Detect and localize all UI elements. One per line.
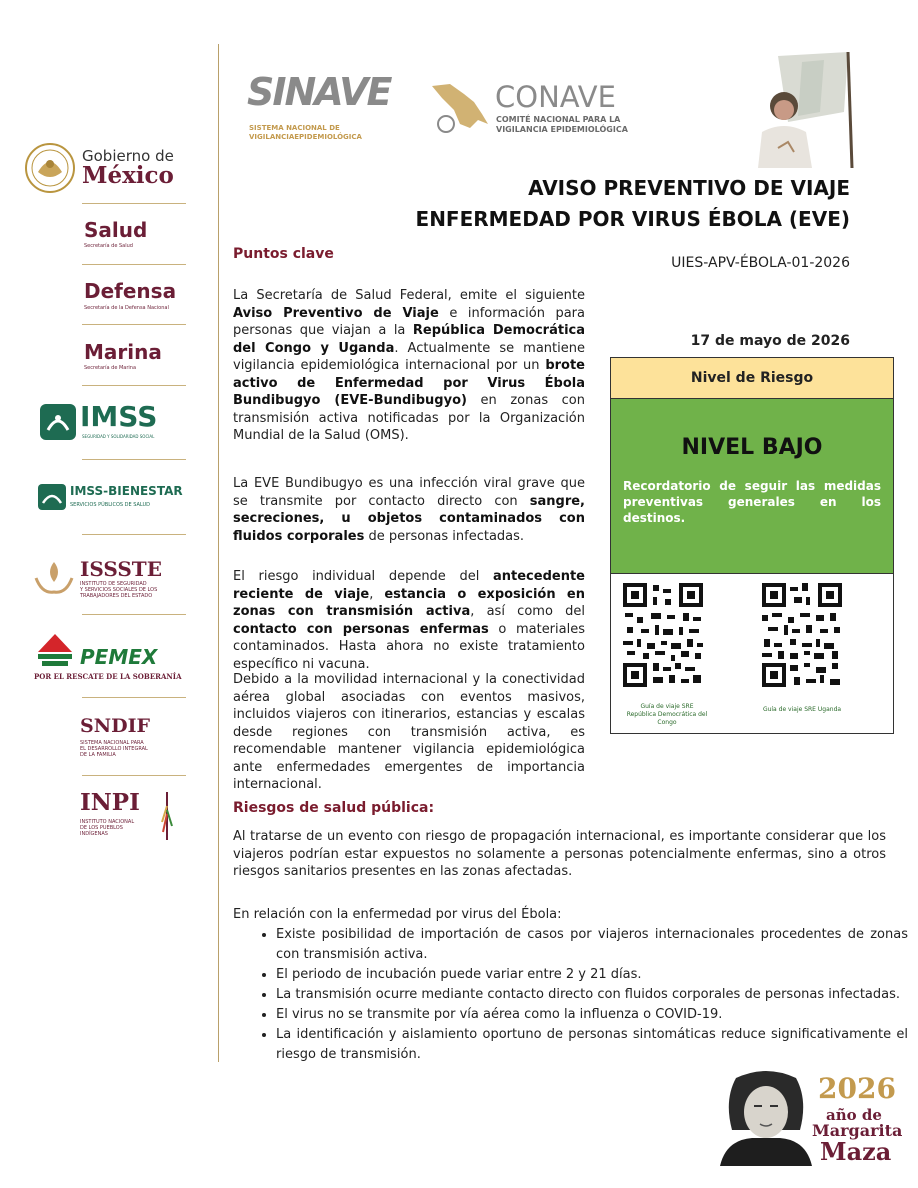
qr-code-congo-icon[interactable] [623,583,703,687]
issste-sub3: TRABAJADORES DEL ESTADO [80,593,153,599]
list-item: • El periodo de incubación puede variar entre 2 y 21 días. [276,965,908,985]
inpi-sub1: INSTITUTO NACIONAL [80,819,135,825]
conave-sub2: VIGILANCIA EPIDEMIOLÓGICA [496,125,628,134]
gobierno-line1: Gobierno de [82,147,174,165]
list-item: • La identificación y aislamiento oportuno de personas sintomáticas reduce significativamente el riesgo de transmisión. [276,1025,908,1065]
public-health-paragraph-2: En relación con la enfermedad por virus del Ébola: [233,907,562,922]
defensa-sub: Secretaría de la Defensa Nacional [84,305,169,311]
logo-separator [82,385,186,386]
issste-hands-icon [32,558,76,596]
title-line2: ENFERMEDAD POR VIRUS ÉBOLA (EVE) [415,207,850,231]
sndif-sub2: EL DESARROLLO INTEGRAL [80,746,148,752]
logo-separator [82,697,186,698]
risk-level-message: Recordatorio de seguir las medidas preventivas generales en los destinos. [623,479,881,525]
inpi-name: INPI [80,789,140,816]
key-points-paragraph-3: El riesgo individual depende del antecedente reciente de viaje, estancia o exposición en zonas con transmisión activa, así como del contacto con personas enfermas o materiales contaminados. Hasta ahora no existe tratamiento específico ni vacuna. [233,569,585,672]
public-health-heading: Riesgos de salud pública: [233,800,435,816]
issste-sub2: Y SERVICIOS SOCIALES DE LOS [80,587,158,593]
sinave-name: SINAVE [247,70,391,114]
key-points-paragraph-4: Debido a la movilidad internacional y la conectividad aérea global asociadas con eventos masivos, incluidos viajeros con itinerarios, estancias y escalas desde regiones con transmisión activa, es recomendable mantener vigilancia epidemiológica ante enfermedades emergentes de importancia internacional. [233,672,585,792]
footer-line1: año de [826,1106,882,1124]
logo-separator [82,775,186,776]
flag-woman-illustration-icon [748,52,858,168]
logo-separator [82,203,186,204]
advisory-date: 17 de mayo de 2026 [690,333,850,349]
key-points-paragraph-1: La Secretaría de Salud Federal, emite el siguiente Aviso Preventivo de Viaje e información para personas que viajan a la República Democrática del Congo y Uganda. Actualmente se mantiene vigilancia epidemiológica internacional por un brote activo de Enfermedad por Virus Ébola Bundibugyo (EVE-Bundibugyo) en zonas con transmisión activa notificadas por la Organización Mundial de la Salud (OMS). [233,288,586,443]
logo-separator [82,534,186,535]
issste-sub1: INSTITUTO DE SEGURIDAD [80,581,147,587]
issste-name: ISSSTE [80,557,162,581]
marina-sub: Secretaría de Marina [84,365,137,371]
coat-of-arms-icon [24,142,76,194]
logo-separator [82,324,186,325]
qr-caption-uganda: Guía de viaje SRE Uganda [762,706,842,713]
sndif-sub3: DE LA FAMILIA [80,752,116,758]
title-line1: AVISO PREVENTIVO DE VIAJE [528,176,850,200]
footer-line3: Maza [820,1137,892,1166]
imss-bienestar-sub: SERVICIOS PÚBLICOS DE SALUD [70,502,150,508]
risk-level-header: Nivel de Riesgo [611,358,893,399]
marina-name: Marina [84,340,162,364]
key-points-heading: Puntos clave [233,246,334,262]
conave-sub1: COMITÉ NACIONAL PARA LA [496,115,621,124]
defensa-name: Defensa [84,279,177,303]
ebola-bullet-list [256,925,908,1065]
logo-separator [82,264,186,265]
logo-separator [82,459,186,460]
inpi-sub2: DE LOS PUEBLOS [80,825,123,831]
imss-bienestar-emblem-icon [38,484,66,510]
inpi-feather-icon [160,792,174,840]
imss-name: IMSS [80,400,158,433]
list-item: • La transmisión ocurre mediante contacto directo con fluidos corporales de personas infectadas. [276,985,908,1005]
imss-sub: SEGURIDAD Y SOLIDARIDAD SOCIAL [82,434,155,439]
salud-name: Salud [84,218,148,242]
list-item: • El virus no se transmite por vía aérea como la influenza o COVID-19. [276,1005,908,1025]
sinave-sub2: VIGILANCIAEPIDEMIOLÓGICA [249,133,362,141]
pemex-name: PEMEX [80,645,158,669]
mexico-line2: México [82,162,174,189]
key-points-paragraph-2: La EVE Bundibugyo es una infección viral grave que se transmite por contacto directo con sangre, secreciones, u objetos contaminados con fluidos corporales de personas infectadas. [233,476,585,544]
list-item: • Existe posibilidad de importación de casos por viajeros internacionales procedentes de zonas con transmisión activa. [276,925,908,965]
salud-sub: Secretaría de Salud [84,243,133,249]
pemex-sub: POR EL RESCATE DE LA SOBERANÍA [34,672,182,681]
sndif-sub1: SISTEMA NACIONAL PARA [80,740,144,746]
qr-caption-congo: Guía de viaje SRE República Democrática del Congo [626,703,708,726]
qr-code-uganda-icon[interactable] [762,583,842,687]
sinave-sub1: SISTEMA NACIONAL DE [249,124,340,132]
document-id: UIES-APV-ÉBOLA-01-2026 [671,255,850,271]
mexico-map-icon [430,80,492,136]
sndif-name: SNDIF [80,715,150,737]
margarita-maza-portrait-icon [716,1070,816,1166]
footer-year: 2026 [818,1072,896,1105]
conave-name: CONAVE [495,80,616,114]
public-health-paragraph-1: Al tratarse de un evento con riesgo de propagación internacional, es importante considerar que los viajeros podrían estar expuestos no solamente a personas potencialmente enfermas, sino a otros riesgos sanitarios presentes en las zonas afectadas. [233,829,886,879]
imss-bienestar-name: IMSS-BIENESTAR [70,484,183,498]
logo-separator [82,614,186,615]
sidebar-divider [218,44,219,1062]
risk-level-value: NIVEL BAJO [681,435,823,460]
imss-emblem-icon [40,404,76,440]
inpi-sub3: INDÍGENAS [80,831,108,837]
risk-level-panel [611,399,893,574]
pemex-eagle-icon [32,632,78,672]
footer-line2: Margarita [812,1121,903,1140]
